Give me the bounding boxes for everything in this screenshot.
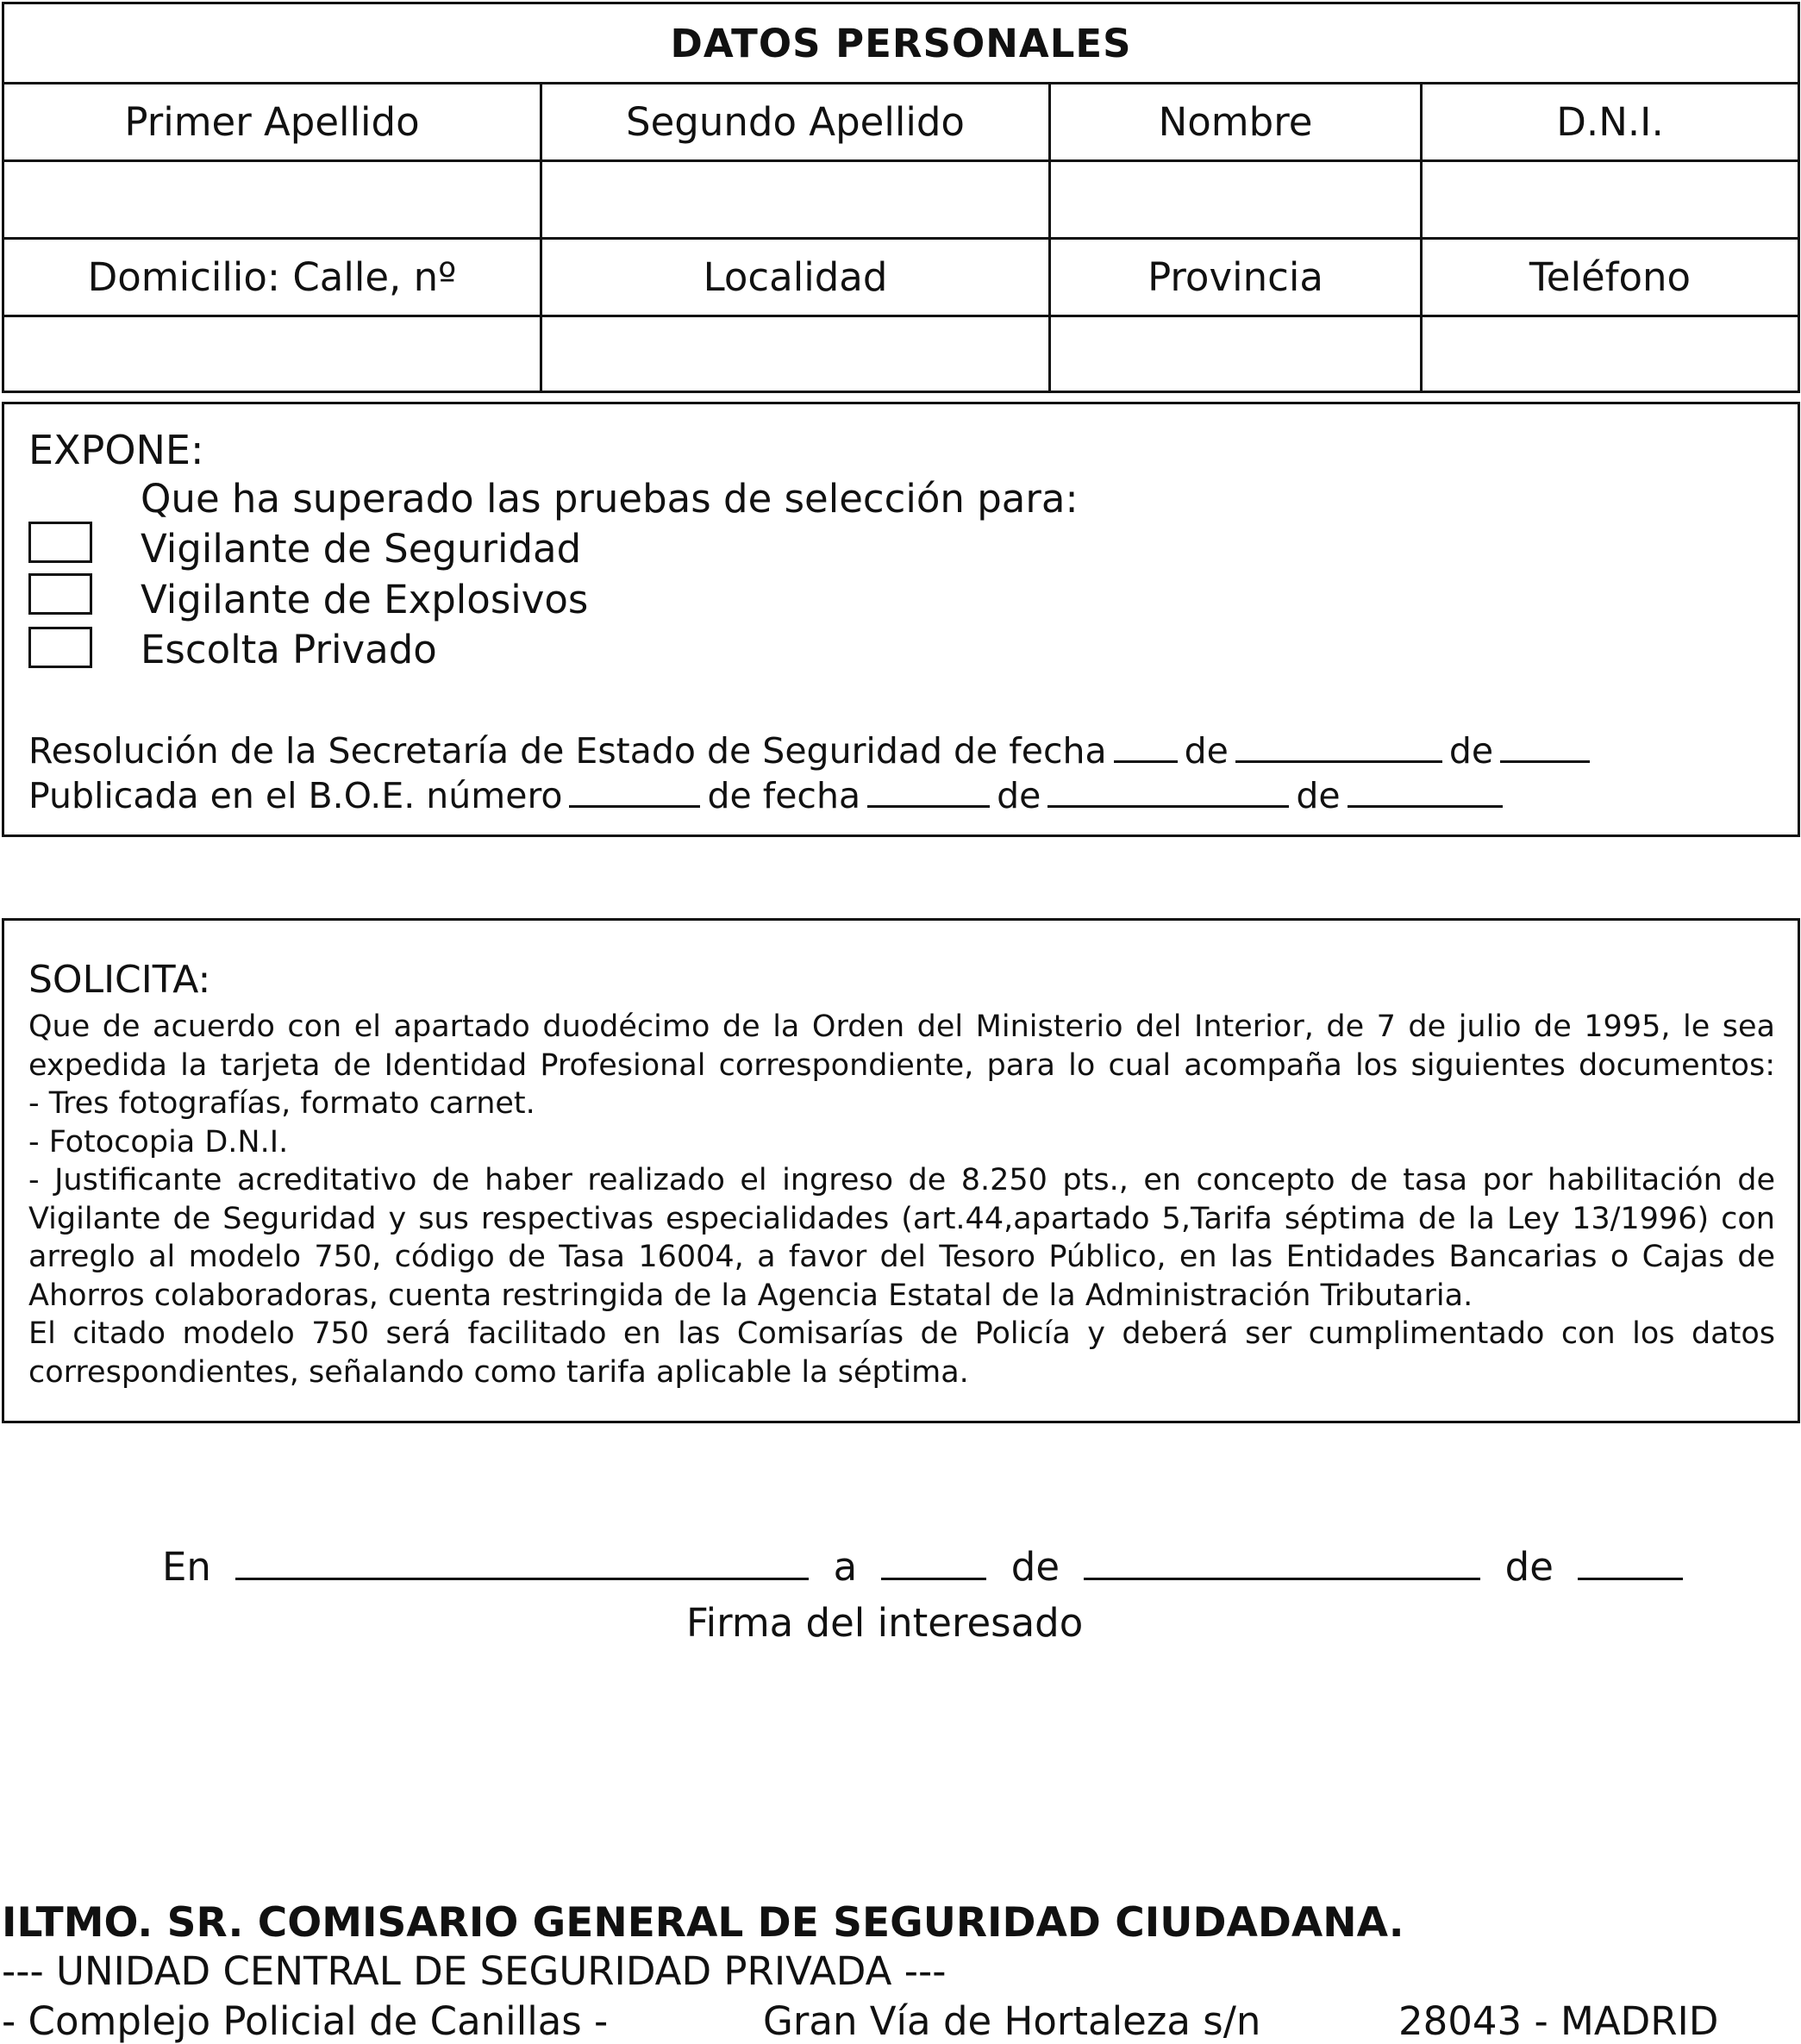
firma-label: Firma del interesado: [686, 1600, 1084, 1646]
publicada-text: Publicada en el B.O.E. número: [28, 775, 563, 816]
boe-year-blank[interactable]: [1348, 772, 1503, 808]
header-nombre: Nombre: [1051, 84, 1423, 162]
primer-apellido-field[interactable]: [4, 162, 542, 240]
addressee: ILTMO. SR. COMISARIO GENERAL DE SEGURIDAD CIUDADANA.: [2, 1899, 1404, 1947]
resolucion-de2: de: [1448, 730, 1494, 772]
header-domicilio: Domicilio: Calle, nº: [4, 240, 542, 317]
resolucion-line: [28, 728, 1597, 772]
header-dni: D.N.I.: [1423, 84, 1798, 162]
boe-day-blank[interactable]: [867, 772, 990, 808]
boe-number-blank[interactable]: [569, 772, 700, 808]
solicita-line: El citado modelo 750 será facilitado en las Comisarías de Policía y deberá ser cumplimentado con los datos: [28, 1316, 1775, 1351]
solicita-line: Ahorros colaboradoras, cuenta restringida de la Agencia Estatal de la Administración Tributaria.: [28, 1278, 1473, 1313]
complejo-address: - Complejo Policial de Canillas -: [2, 1998, 609, 2044]
header-segundo-apellido: Segundo Apellido: [542, 84, 1051, 162]
firma-a: a: [833, 1544, 858, 1590]
segundo-apellido-field[interactable]: [542, 162, 1051, 240]
firma-line: [162, 1543, 1683, 1590]
solicita-line: - Fotocopia D.N.I.: [28, 1124, 289, 1160]
option-vigilante-explosivos: Vigilante de Explosivos: [141, 577, 589, 622]
option-escolta-privado: Escolta Privado: [141, 627, 437, 672]
publicada-de2: de: [1296, 775, 1341, 816]
checkbox-vigilante-seguridad[interactable]: [28, 522, 92, 563]
firma-en: En: [162, 1544, 211, 1590]
solicita-line: Vigilante de Seguridad y sus respectivas especialidades (art.44,apartado 5,Tarifa séptima de la Ley 13/1996) con: [28, 1201, 1775, 1236]
solicita-line: Que de acuerdo con el apartado duodécimo de la Orden del Ministerio del Interior, de 7 de julio de 1995, le sea: [28, 1009, 1775, 1044]
solicita-body: [28, 1008, 1775, 1391]
dni-field[interactable]: [1423, 162, 1798, 240]
place-blank[interactable]: [235, 1543, 809, 1580]
firma-de1: de: [1010, 1544, 1060, 1590]
provincia-field[interactable]: [1051, 317, 1423, 391]
checkbox-escolta-privado[interactable]: [28, 627, 92, 668]
personal-data-grid: [4, 84, 1798, 391]
city-address: 28043 - MADRID: [1398, 1998, 1719, 2044]
boe-month-blank[interactable]: [1047, 772, 1289, 808]
solicita-line: - Tres fotografías, formato carnet.: [28, 1086, 535, 1121]
publicada-line: [28, 772, 1510, 816]
personal-data-title: DATOS PERSONALES: [4, 4, 1798, 84]
personal-data-table: [2, 2, 1800, 393]
nombre-field[interactable]: [1051, 162, 1423, 240]
telefono-field[interactable]: [1423, 317, 1798, 391]
day-blank[interactable]: [881, 1543, 986, 1580]
header-provincia: Provincia: [1051, 240, 1423, 317]
header-telefono: Teléfono: [1423, 240, 1798, 317]
option-vigilante-seguridad: Vigilante de Seguridad: [141, 526, 582, 572]
checkbox-vigilante-explosivos[interactable]: [28, 573, 92, 615]
publicada-de1: de: [997, 775, 1041, 816]
expone-intro: Que ha superado las pruebas de selección para:: [141, 476, 1079, 522]
unit-name: --- UNIDAD CENTRAL DE SEGURIDAD PRIVADA ---: [2, 1948, 947, 1994]
solicita-label: SOLICITA:: [28, 958, 211, 1002]
firma-de2: de: [1504, 1544, 1554, 1590]
header-primer-apellido: Primer Apellido: [4, 84, 542, 162]
resolucion-de1: de: [1184, 730, 1229, 772]
publicada-de-fecha: de fecha: [707, 775, 861, 816]
header-localidad: Localidad: [542, 240, 1051, 317]
solicita-line: arreglo al modelo 750, código de Tasa 16004, a favor del Tesoro Público, en las Entidades Bancarias o Cajas de: [28, 1240, 1775, 1274]
solicita-section: [2, 918, 1800, 1423]
resolucion-year-blank[interactable]: [1500, 728, 1590, 763]
solicita-line: correspondientes, señalando como tarifa aplicable la séptima.: [28, 1354, 969, 1390]
expone-section: [2, 402, 1800, 837]
expone-label: EXPONE:: [28, 427, 204, 473]
solicita-line: expedida la tarjeta de Identidad Profesional correspondiente, para lo cual acompaña los siguientes documentos:: [28, 1047, 1775, 1083]
resolucion-text: Resolución de la Secretaría de Estado de Seguridad de fecha: [28, 730, 1107, 772]
localidad-field[interactable]: [542, 317, 1051, 391]
month-blank[interactable]: [1084, 1543, 1480, 1580]
solicita-line: - Justificante acreditativo de haber realizado el ingreso de 8.250 pts., en concepto de tasa por habilitación de: [28, 1163, 1775, 1197]
domicilio-field[interactable]: [4, 317, 542, 391]
street-address: Gran Vía de Hortaleza s/n: [763, 1998, 1261, 2044]
resolucion-month-blank[interactable]: [1235, 728, 1442, 763]
resolucion-day-blank[interactable]: [1114, 728, 1178, 763]
year-blank[interactable]: [1578, 1543, 1683, 1580]
